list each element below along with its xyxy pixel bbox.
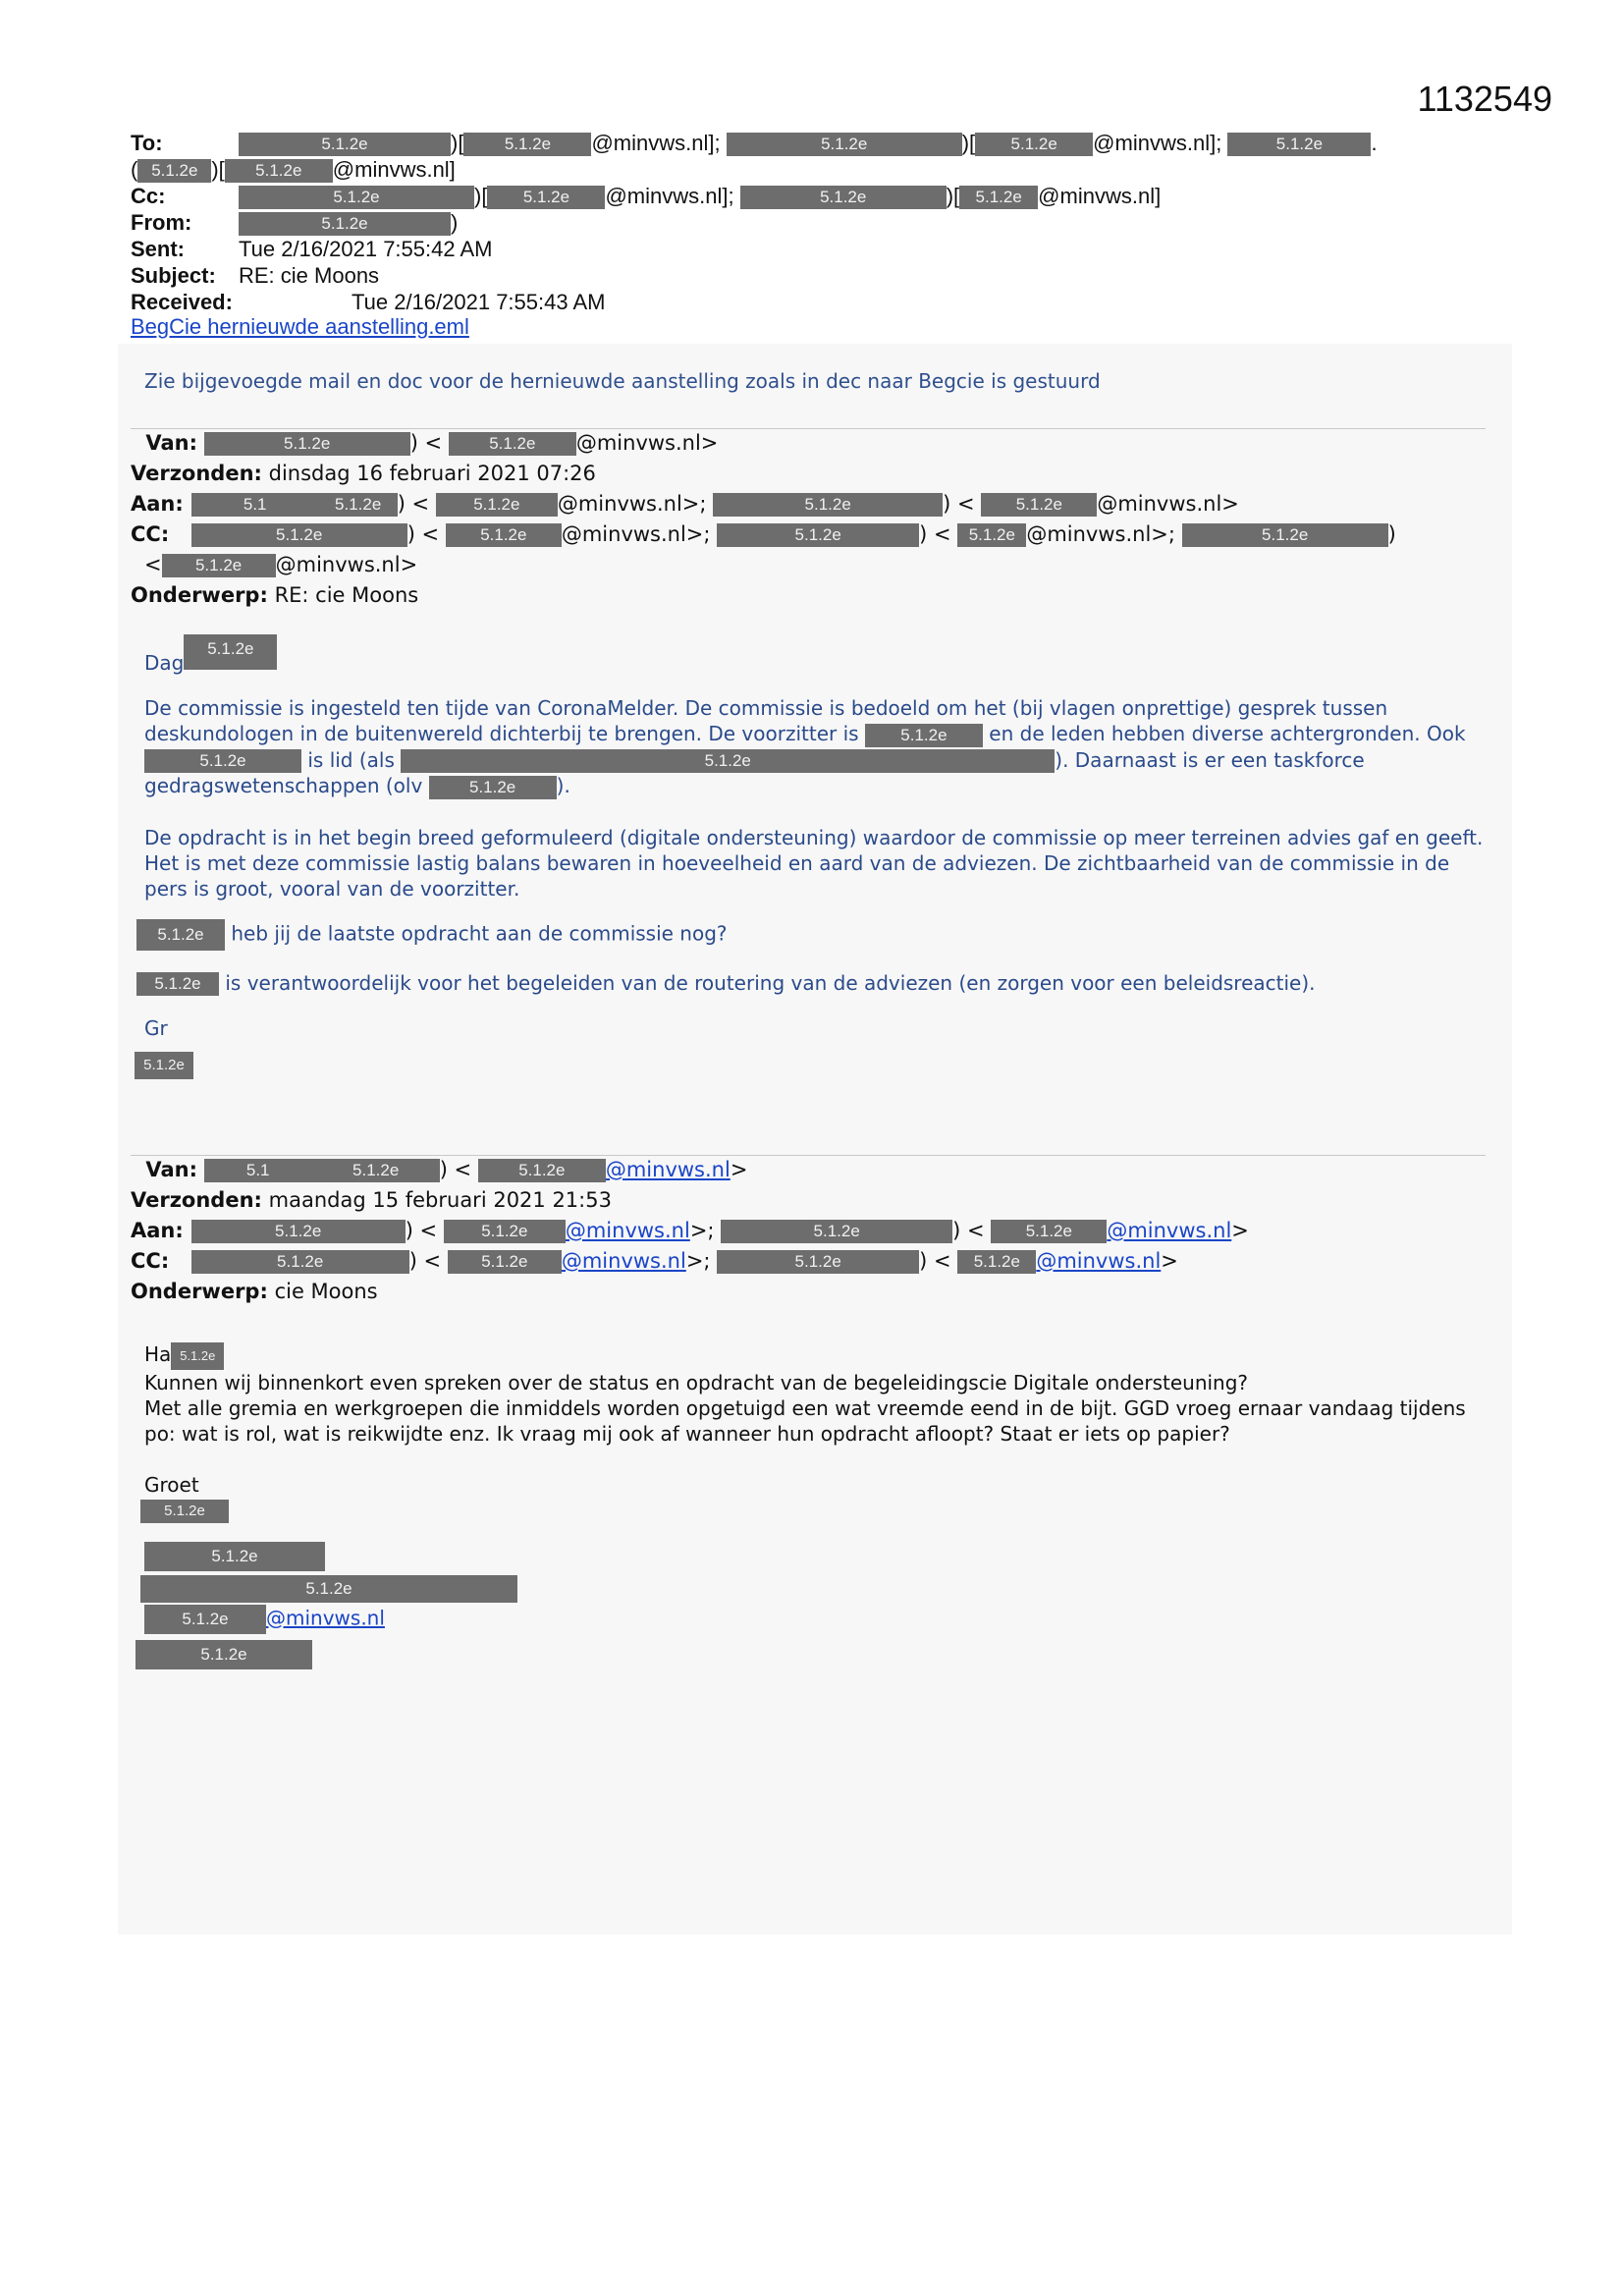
- email-link[interactable]: @minvws.nl: [1107, 1219, 1232, 1242]
- signature-block-2: [140, 1575, 517, 1603]
- address-text: @minvws.nl>;: [557, 492, 707, 516]
- paragraph: De opdracht is in het begin breed geformuleerd (digitale ondersteuning) waardoor de commissie op meer terreinen advies gaf en geeft. Het is met deze commissie lastig balans bewaren in hoeveelheid en aard van de adviezen. De zichtbaarheid van de commissie in de pers is groot, vooral van de voorzitter.: [144, 825, 1484, 901]
- redaction: 5.1.2e: [429, 776, 557, 799]
- redaction: 5.1.2e: [981, 493, 1097, 517]
- redaction: 5.1.2e: [717, 523, 919, 547]
- separator: ) <: [919, 522, 951, 546]
- greeting-line: [144, 1341, 1489, 1370]
- separator: ) <: [919, 1249, 951, 1273]
- text: heb jij de laatste opdracht aan de commissie nog?: [231, 921, 728, 945]
- verzonden-row: [131, 459, 1396, 489]
- separator: ) <: [439, 1158, 472, 1181]
- to-row-continued: [131, 156, 1378, 183]
- redaction: 5.1.2e: [717, 1250, 919, 1274]
- redaction: 5.1.2e: [144, 1605, 266, 1634]
- separator: .: [1371, 131, 1378, 155]
- cc-row: [131, 519, 1396, 550]
- van-row: [131, 428, 1396, 459]
- redaction: 5.1.2e: [136, 919, 225, 951]
- attachment-link[interactable]: BegCie hernieuwde aanstelling.eml: [131, 314, 469, 339]
- redaction: 5.1.2e: [975, 133, 1093, 156]
- signature: [135, 1051, 1489, 1079]
- address-text: @minvws.nl>: [1097, 492, 1239, 516]
- redaction: 5.1.2e: [204, 432, 410, 456]
- redaction: 5.1.2e: [239, 212, 451, 236]
- redaction: 5.1.2e: [1227, 133, 1371, 156]
- redaction: 5.1.2e: [191, 1220, 406, 1243]
- onderwerp-row: [131, 1277, 1249, 1307]
- sent-label: Sent:: [131, 237, 185, 261]
- van-row: [131, 1155, 1249, 1185]
- email2-body: [144, 1341, 1489, 1535]
- separator: )[: [451, 131, 464, 155]
- redaction: 5.1.2e: [135, 1052, 193, 1079]
- redaction: 5.1.2e: [446, 523, 562, 547]
- forward-note: Zie bijgevoegde mail en doc voor de hernieuwde aanstelling zoals in dec naar Begcie is gestuurd: [144, 369, 1101, 393]
- cc-label: CC:: [131, 522, 170, 546]
- separator: >;: [685, 1249, 711, 1273]
- separator: ) <: [409, 431, 443, 455]
- cc-label: Cc:: [131, 184, 166, 208]
- cc-row-continued: [131, 550, 1396, 580]
- paragraph: [136, 970, 1489, 997]
- from-row: [131, 209, 1378, 236]
- aan-row: [131, 1216, 1249, 1246]
- address-text: @minvws.nl>;: [1026, 522, 1175, 546]
- separator: (: [131, 157, 138, 182]
- redaction: 5.1.2e: [225, 159, 333, 183]
- separator: >: [730, 1158, 748, 1181]
- redaction: 5.1.2e: [991, 1220, 1107, 1243]
- onderwerp-value: cie Moons: [274, 1280, 378, 1303]
- redaction: 5.1.2e: [137, 159, 211, 183]
- paragraph: [136, 919, 1489, 951]
- redaction: 5.1.2e: [478, 1159, 606, 1182]
- to-row: [131, 130, 1378, 156]
- signature-email: [144, 1605, 385, 1634]
- domain-text: @minvws.nl]: [332, 157, 456, 182]
- greeting-line: [144, 640, 1489, 676]
- verzonden-label: Verzonden:: [131, 1188, 262, 1212]
- redaction: 5.1.2e: [957, 523, 1026, 547]
- text: is verantwoordelijk voor het begeleiden van de routering van de adviezen (en zorgen voor een beleidsreactie).: [225, 970, 1316, 995]
- redaction: 5.1.2e: [144, 749, 301, 773]
- verzonden-value: maandag 15 februari 2021 21:53: [268, 1188, 612, 1212]
- redaction: 5.1.2e: [140, 1575, 517, 1603]
- separator: ) <: [952, 1219, 985, 1242]
- separator: ) <: [397, 492, 430, 516]
- redaction: 5.1.2e: [239, 186, 474, 209]
- redaction: 5.1.2e: [444, 1220, 566, 1243]
- redaction: 5.1.2e: [1182, 523, 1388, 547]
- text: is lid (als: [307, 747, 395, 772]
- redaction: 5.1.2e: [865, 724, 983, 747]
- redaction: 5.1.2e: [135, 1640, 312, 1669]
- separator: >;: [689, 1219, 715, 1242]
- paragraph: [144, 695, 1489, 799]
- document-id: 1132549: [1417, 79, 1552, 119]
- aan-row: [131, 489, 1396, 519]
- aan-label: Aan:: [131, 1219, 184, 1242]
- email1-header: [131, 428, 1396, 611]
- signature-block-1: [144, 1542, 325, 1571]
- redaction: 5.1.2e: [162, 554, 276, 577]
- redaction: 5.1.2e: [959, 186, 1038, 209]
- redaction: 5.1.2e: [191, 523, 407, 547]
- separator: ) <: [408, 1249, 442, 1273]
- paragraph: Met alle gremia en werkgroepen die inmiddels worden opgetuigd een wat vreemde eend in de bijt. GGD vroeg ernaar vandaag tijdens po: wat is rol, wat is reikwijdte enz. Ik vraag mij ook af wanneer hun opdracht afloopt? Staat er iets op papier?: [144, 1395, 1466, 1446]
- closing: Groet: [144, 1472, 199, 1497]
- redaction: 5.1.2e: [957, 1250, 1036, 1274]
- redaction: 5.1.2e: [312, 1159, 440, 1182]
- separator: )[: [961, 131, 976, 155]
- email-metadata: [131, 130, 1378, 315]
- verzonden-value: dinsdag 16 februari 2021 07:26: [268, 462, 596, 485]
- cc-row: [131, 1246, 1249, 1277]
- separator: <: [144, 553, 162, 576]
- subject-value: RE: cie Moons: [239, 263, 380, 288]
- paragraph: Kunnen wij binnenkort even spreken over de status en opdracht van de begeleidingscie Digitale ondersteuning?: [144, 1370, 1249, 1394]
- signature-block-3: [135, 1640, 312, 1669]
- email2-header: [131, 1155, 1249, 1307]
- email-link[interactable]: @minvws.nl: [561, 1249, 686, 1273]
- sent-row: [131, 236, 1378, 262]
- redaction: 5.1: [191, 493, 319, 517]
- separator: >: [1161, 1249, 1178, 1273]
- separator: ) <: [943, 492, 975, 516]
- domain-text: @minvws.nl];: [591, 131, 721, 155]
- onderwerp-label: Onderwerp:: [131, 1280, 268, 1303]
- text: en de leden hebben diverse achtergronden.: [989, 722, 1421, 745]
- redaction: 5.1.2e: [727, 133, 962, 156]
- cc-label: CC:: [131, 1249, 170, 1273]
- redaction: 5.1.2e: [448, 1250, 562, 1274]
- verzonden-row: [131, 1185, 1249, 1216]
- text: ). Daarnaast is er een taskforce gedragswetenschappen (olv: [144, 747, 1365, 797]
- greeting: Dag: [144, 651, 185, 675]
- aan-label: Aan:: [131, 492, 184, 516]
- redaction: 5.1.2e: [713, 493, 943, 517]
- sent-value: Tue 2/16/2021 7:55:42 AM: [239, 237, 493, 261]
- address-text: @minvws.nl>: [275, 553, 418, 576]
- text: De commissie is ingesteld ten tijde van CoronaMelder. De commissie is bedoeld om het (bij vlagen onprettige) gesprek tussen deskundologen in de buitenwereld dichterbij te brengen. De voorzitter is: [144, 696, 1388, 745]
- separator: ): [1387, 522, 1396, 546]
- email-link[interactable]: @minvws.nl: [266, 1606, 385, 1630]
- redaction: 5.1.2e: [487, 186, 605, 209]
- van-label: Van:: [145, 1158, 197, 1181]
- email1-body: [144, 640, 1489, 1079]
- redaction: 5.1.2e: [239, 133, 451, 156]
- to-label: To:: [131, 131, 163, 155]
- redaction: 5.1.2e: [319, 493, 398, 517]
- address-text: @minvws.nl>;: [561, 522, 711, 546]
- greeting: Ha: [144, 1342, 172, 1366]
- subject-row: [131, 262, 1378, 289]
- received-label: Received:: [131, 290, 233, 314]
- address-text: @minvws.nl>: [575, 431, 719, 455]
- separator: ): [451, 210, 459, 235]
- domain-text: @minvws.nl];: [1093, 131, 1222, 155]
- separator: ) <: [406, 522, 440, 546]
- redaction: 5.1.2e: [401, 749, 1055, 773]
- separator: >: [1231, 1219, 1249, 1242]
- text: ).: [556, 774, 570, 797]
- redaction: 5.1.2e: [721, 1220, 952, 1243]
- redaction: 5.1.2e: [144, 1542, 325, 1571]
- received-value: Tue 2/16/2021 7:55:43 AM: [352, 290, 606, 314]
- van-label: Van:: [145, 431, 197, 455]
- domain-text: @minvws.nl];: [605, 184, 734, 208]
- redaction: 5.1.2e: [463, 133, 591, 156]
- signature-name: [140, 1498, 1489, 1524]
- redaction: 5.1.2e: [140, 1500, 229, 1523]
- redaction: 5.1: [204, 1159, 312, 1182]
- from-label: From:: [131, 210, 192, 235]
- redaction: 5.1.2e: [171, 1342, 224, 1370]
- cc-row: [131, 183, 1378, 209]
- onderwerp-label: Onderwerp:: [131, 583, 268, 607]
- redaction: 5.1.2e: [436, 493, 558, 517]
- redaction: 5.1.2e: [740, 186, 947, 209]
- separator: )[: [474, 184, 488, 208]
- text: Ook: [1427, 722, 1466, 745]
- separator: )[: [946, 184, 960, 208]
- received-row: [131, 289, 1378, 315]
- email-link[interactable]: @minvws.nl: [565, 1219, 690, 1242]
- redaction: 5.1.2e: [191, 1250, 409, 1274]
- subject-label: Subject:: [131, 263, 216, 288]
- domain-text: @minvws.nl]: [1038, 184, 1162, 208]
- email-link[interactable]: @minvws.nl: [605, 1158, 731, 1181]
- separator: )[: [211, 157, 225, 182]
- closing: Gr: [144, 1016, 168, 1040]
- redaction: 5.1.2e: [136, 972, 219, 996]
- separator: ) <: [405, 1219, 438, 1242]
- verzonden-label: Verzonden:: [131, 462, 262, 485]
- onderwerp-value: RE: cie Moons: [274, 583, 419, 607]
- email-link[interactable]: @minvws.nl: [1036, 1249, 1162, 1273]
- redaction: 5.1.2e: [184, 634, 277, 670]
- redaction: 5.1.2e: [449, 432, 576, 456]
- onderwerp-row: [131, 580, 1396, 611]
